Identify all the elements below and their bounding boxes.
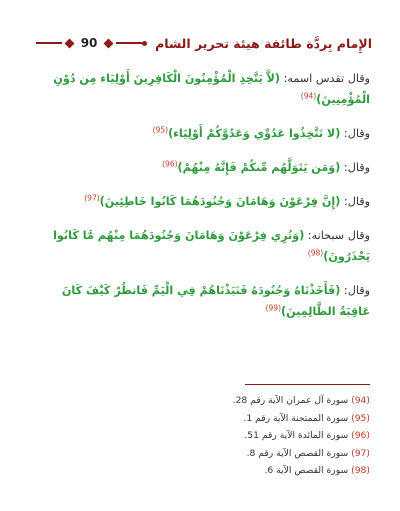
footnote-text: سورة القصص الآية 6. <box>264 465 352 476</box>
footnote-ref: (98) <box>307 248 324 258</box>
paragraph-lead: وقال: <box>340 161 370 174</box>
footnote-text: سورة الممتحنة الآية رقم 1. <box>243 412 352 424</box>
ornament-dot <box>142 41 147 46</box>
footnote-number: (97) <box>351 447 370 459</box>
footnote-text: سورة آل عمران الآية رقم 28. <box>232 395 352 406</box>
footnote-ref: (95) <box>152 125 169 135</box>
footnote-item <box>30 392 370 410</box>
ornament-line <box>116 42 142 43</box>
quran-verse: (لاَّ يَتَّخِذِ الْمُؤْمِنُونَ الْكَافِرِينَ أَوْلِيَاء مِن دُوْنِ الْمُؤْمِنِينَ) <box>53 72 370 106</box>
ornament-line <box>36 42 62 43</box>
paragraph-lead: وقال سبحانه: <box>304 229 370 242</box>
quote-paragraph <box>30 280 370 322</box>
footnote-ref: (96) <box>162 159 178 169</box>
footnote-item <box>30 445 370 463</box>
quote-paragraph <box>30 157 370 178</box>
footnote-ref: (94) <box>300 91 317 101</box>
footnote-item <box>30 462 370 480</box>
quran-verse: (إِنَّ فِرْعَوْنَ وَهَامَانَ وَجُنُودَهُمَا كَانُوا خَاطِئِينَ) <box>99 195 341 208</box>
quote-paragraph <box>30 225 370 267</box>
footnote-ref: (99) <box>265 303 281 313</box>
page-header <box>28 33 372 53</box>
quran-verse: (وَمَن يَتَوَلَّهُم مِّنكُمْ فَإِنَّهُ مِنْهُمْ) <box>177 161 341 174</box>
footnote-text: سورة القصص الآية رقم 8. <box>246 447 352 459</box>
quote-paragraph <box>30 68 370 110</box>
quran-verse: (لا تَتَّخِذُوا عَدُوِّي وَعَدُوَّكُمْ أَوْلِيَاء) <box>168 127 341 140</box>
ornament-diamond <box>104 38 114 48</box>
footnote-number: (98) <box>351 465 370 476</box>
footnote-number: (96) <box>351 430 370 441</box>
paragraph-lead: وقال: <box>340 127 370 140</box>
footnote-item <box>30 410 370 428</box>
ornament-diamond <box>64 38 74 48</box>
footnote-divider <box>245 384 370 385</box>
main-text <box>30 68 370 335</box>
footnote-number: (94) <box>351 395 370 406</box>
footnote-text: سورة المائدة الآية رقم 51. <box>244 430 352 441</box>
quran-verse: (فَأَخَذْنَاهُ وَجُنُودَهُ فَنَبَذْنَاهُمْ فِي الْيَمِّ فَانظُرْ كَيْفَ كَانَ عَاقِبَةُ الظَّالِمِينَ) <box>61 284 370 318</box>
paragraph-lead: وقال: <box>340 284 370 297</box>
footnote-item <box>30 427 370 445</box>
running-title: الإِمام بِردَّة طائفة هيئة تحرير الشام <box>155 35 372 51</box>
quote-paragraph <box>30 123 370 144</box>
paragraph-lead: وقال: <box>340 195 370 208</box>
quran-verse: (وَنُرِي فِرْعَوْنَ وَهَامَانَ وَجُنُودَهُمَا مِنْهُم مَّا كَانُوا يَحْذَرُونَ) <box>53 229 370 263</box>
header-ornament <box>36 38 147 48</box>
page-number: 90 <box>80 36 98 50</box>
footnotes <box>30 392 370 480</box>
footnote-number: (95) <box>351 412 370 424</box>
quote-paragraph <box>30 191 370 212</box>
footnote-ref: (97) <box>84 193 100 203</box>
paragraph-lead: وقال تقدس اسمه: <box>280 72 370 85</box>
